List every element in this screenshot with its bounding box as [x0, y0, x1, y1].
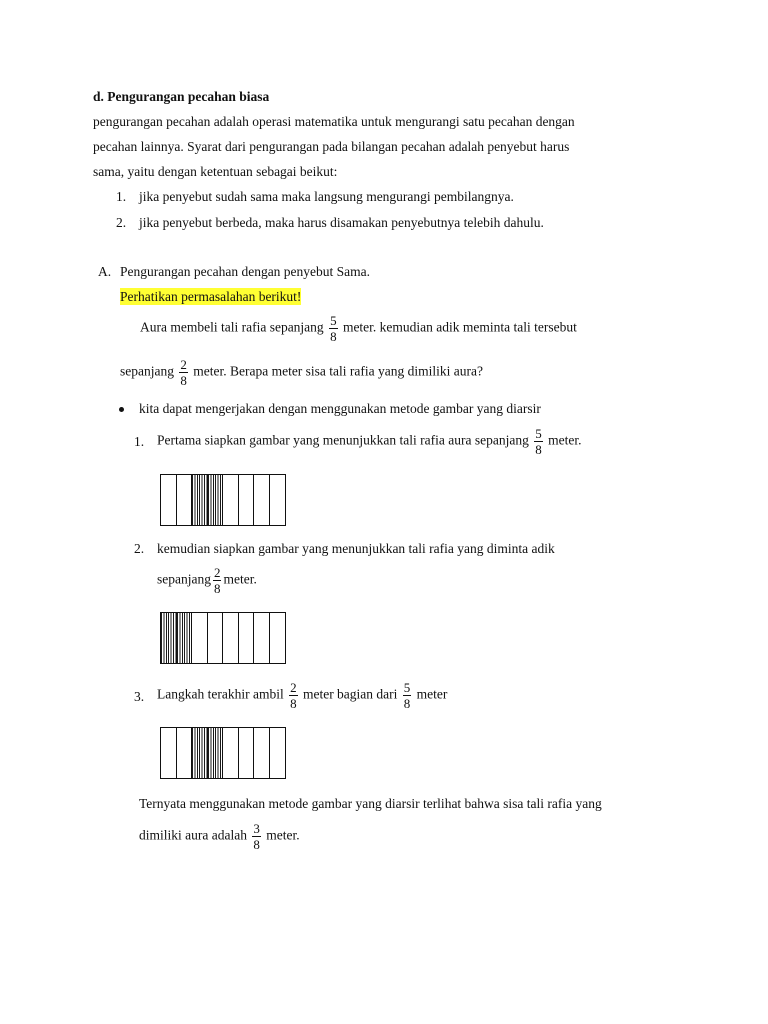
rope-diagram-result: [160, 727, 286, 779]
step-2-text-line-2: [157, 566, 257, 595]
conclusion-line-2: [139, 822, 300, 851]
rope-diagram-adik: [160, 612, 286, 664]
section-heading: d. Pengurangan pecahan biasa: [93, 89, 270, 104]
rope-segment-shaded: [161, 613, 177, 663]
problem-line-1-end: meter. kemudian adik meminta tali tersebut: [342, 319, 577, 335]
step-2-text-end: meter.: [223, 571, 257, 587]
rule-1-text: jika penyebut sudah sama maka langsung mengurangi pembilangnya.: [139, 189, 514, 204]
step-2-text-line-1: kemudian siapkan gambar yang menunjukkan tali rafia yang diminta adik: [157, 541, 555, 556]
fraction-numerator: 3: [253, 821, 260, 836]
rope-segment: [208, 613, 224, 663]
fraction-denominator: 8: [330, 329, 337, 344]
rope-segment-shaded: [177, 613, 193, 663]
fraction-two-eighths: [179, 358, 188, 387]
rope-segment: [223, 613, 239, 663]
rope-segment: [161, 475, 177, 525]
conclusion-text-end: meter.: [266, 827, 300, 843]
step-2-marker: 2.: [134, 541, 145, 556]
step-3-marker: 3.: [134, 689, 145, 704]
intro-line-3: sama, yaitu dengan ketentuan sebagai beikut:: [93, 164, 338, 179]
fraction-numerator: 2: [180, 357, 187, 372]
intro-line-2: pecahan lainnya. Syarat dari pengurangan pada bilangan pecahan adalah penyebut harus: [93, 139, 570, 154]
rope-segment: [192, 613, 208, 663]
fraction-numerator: 5: [330, 313, 337, 328]
rope-segment: [239, 475, 255, 525]
problem-line-2: [120, 358, 483, 387]
rope-segment: [223, 475, 239, 525]
highlight-text: Perhatikan permasalahan berikut!: [120, 289, 302, 304]
rope-segment: [254, 728, 270, 778]
fraction-two-eighths: [213, 566, 222, 595]
fraction-two-eighths: [289, 681, 298, 710]
fraction-five-eighths: [534, 427, 543, 456]
rope-segment: [270, 475, 286, 525]
conclusion-line-1: Ternyata menggunakan metode gambar yang diarsir terlihat bahwa sisa tali rafia yang: [139, 796, 602, 811]
fraction-denominator: 8: [180, 373, 187, 388]
rope-segment: [254, 475, 270, 525]
rope-segment: [177, 728, 193, 778]
rope-segment-shaded: [192, 475, 208, 525]
rope-segment: [177, 475, 193, 525]
rope-segment: [161, 728, 177, 778]
problem-line-1-start: Aura membeli tali rafia sepanjang: [140, 319, 324, 335]
rope-segment: [239, 728, 255, 778]
step-1-text: [157, 427, 581, 456]
bullet-text: kita dapat mengerjakan dengan menggunakan metode gambar yang diarsir: [139, 401, 541, 416]
step-2-text-start: sepanjang: [157, 571, 211, 587]
fraction-denominator: 8: [253, 837, 260, 852]
conclusion-text-start: dimiliki aura adalah: [139, 827, 247, 843]
fraction-numerator: 2: [213, 565, 221, 580]
step-3-text: [157, 681, 447, 710]
intro-line-1: pengurangan pecahan adalah operasi matematika untuk mengurangi satu pecahan dengan: [93, 114, 575, 129]
fraction-denominator: 8: [290, 696, 297, 711]
fraction-numerator: 5: [403, 680, 411, 695]
rope-segment: [223, 728, 239, 778]
problem-line-2-start: sepanjang: [120, 363, 174, 379]
step-1-text-end: meter.: [548, 432, 582, 448]
step-1-marker: 1.: [134, 434, 145, 449]
rope-segment: [239, 613, 255, 663]
rule-2-marker: 2.: [116, 215, 127, 230]
rope-segment: [254, 613, 270, 663]
fraction-numerator: 5: [535, 426, 542, 441]
step-3-text-start: Langkah terakhir ambil: [157, 686, 284, 702]
fraction-three-eighths: [252, 822, 261, 851]
rope-segment-shaded: [208, 728, 224, 778]
rule-2-text: jika penyebut berbeda, maka harus disamakan penyebutnya telebih dahulu.: [139, 215, 544, 230]
fraction-five-eighths: [403, 681, 412, 710]
rope-segment-shaded: [208, 475, 224, 525]
rope-segment: [270, 613, 286, 663]
rope-segment: [270, 728, 286, 778]
fraction-five-eighths: [329, 314, 338, 343]
part-a-marker: A.: [98, 264, 112, 279]
highlight-note: [120, 290, 301, 304]
fraction-denominator: 8: [213, 581, 221, 596]
problem-line-2-end: meter. Berapa meter sisa tali rafia yang dimiliki aura?: [193, 363, 483, 379]
step-3-text-end: meter: [416, 686, 448, 702]
rope-segment-shaded: [192, 728, 208, 778]
problem-line-1: [140, 314, 577, 343]
rope-diagram-aura: [160, 474, 286, 526]
step-1-text-start: Pertama siapkan gambar yang menunjukkan tali rafia aura sepanjang: [157, 432, 529, 448]
fraction-denominator: 8: [535, 442, 542, 457]
step-3-text-middle: meter bagian dari: [302, 686, 398, 702]
fraction-numerator: 2: [290, 680, 297, 695]
bullet-icon: [119, 407, 124, 412]
part-a-title: Pengurangan pecahan dengan penyebut Sama.: [120, 264, 371, 279]
fraction-denominator: 8: [403, 696, 411, 711]
rule-1-marker: 1.: [116, 189, 127, 204]
